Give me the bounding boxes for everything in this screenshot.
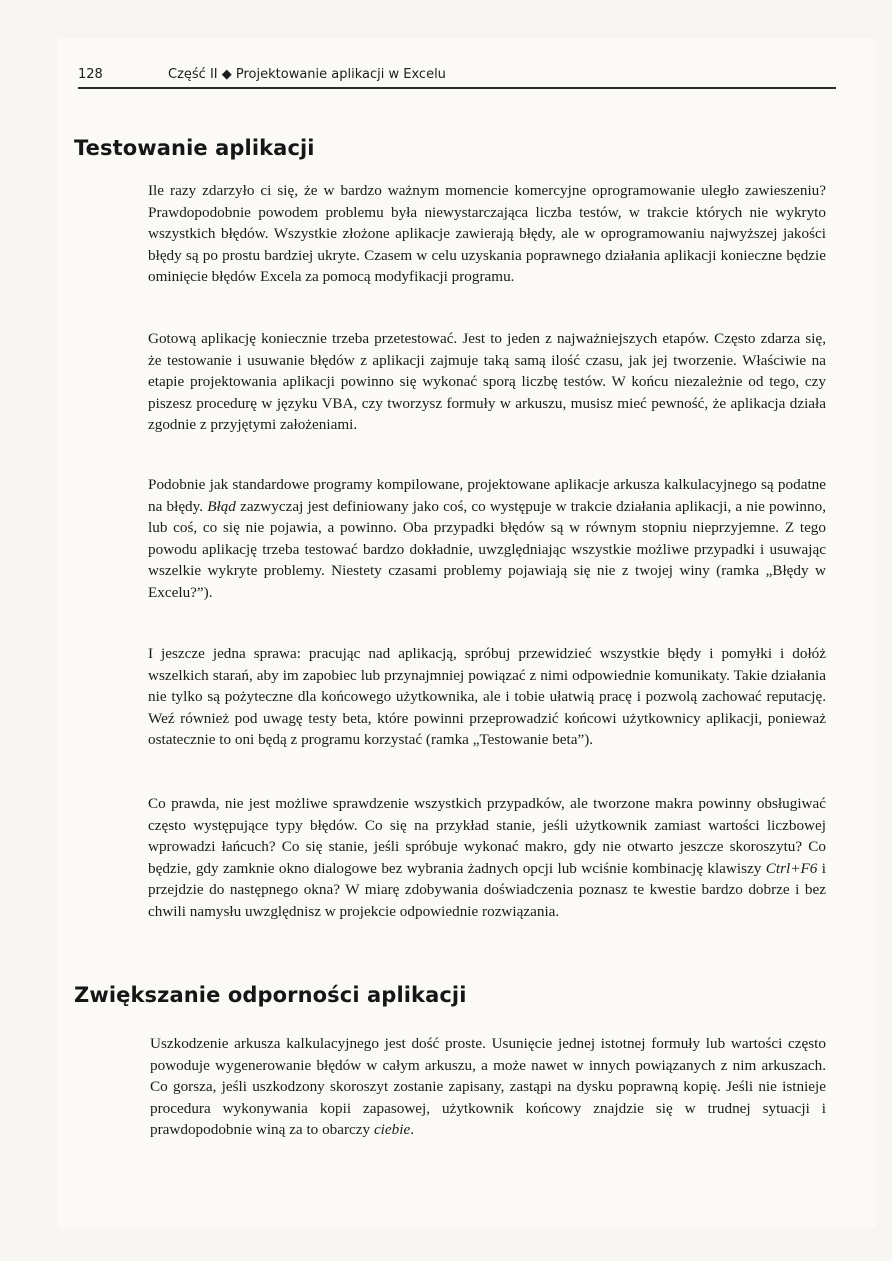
section-heading-testing: Testowanie aplikacji bbox=[74, 136, 315, 160]
section-heading-robustness: Zwiększanie odporności aplikacji bbox=[74, 983, 467, 1007]
paragraph-6 bbox=[150, 1033, 826, 1141]
paragraph-5-text-a: Co prawda, nie jest możliwe sprawdzenie wszystkich przypadków, ale tworzone makra powinny obsługiwać często występujące typy błędów. Co się na przykład stanie, jeśli użytkownik zamiast wartości liczbowej wprowadzi łańcuch? Co się stanie, jeśli spróbuje wykonać makro, gdy nie otwarto jeszcze skoroszytu? Co będzie, gdy zamknie okno dialogowe bez wybrania żadnych opcji lub wciśnie kombinację klawiszy bbox=[148, 795, 826, 877]
paragraph-6-text-b: . bbox=[410, 1121, 414, 1138]
paragraph-4: I jeszcze jedna sprawa: pracując nad aplikacją, spróbuj przewidzieć wszystkie błędy i pomyłki i dołóż wszelkich starań, aby im zapobiec lub przynajmniej powiązać z nimi odpowiednie komunikaty. Takie działania nie tylko są pożyteczne dla końcowego użytkownika, ale i tobie ułatwią pracę i pozwolą zachować reputację. Weź również pod uwagę testy beta, które powinni przeprowadzić końcowi użytkownicy aplikacji, ponieważ ostatecznie to oni będą z programu korzystać (ramka „Testowanie beta”). bbox=[148, 645, 826, 748]
running-title: Część II ◆ Projektowanie aplikacji w Excelu bbox=[168, 67, 446, 82]
paragraph-2: Gotową aplikację koniecznie trzeba przetestować. Jest to jeden z najważniejszych etapów. Często zdarza się, że testowanie i usuwanie błędów z aplikacji zajmuje taką samą ilość czasu, jak jej tworzenie. Właściwie na etapie projektowania aplikacji powinno się wykonać sporą liczbę testów. W końcu niezależnie od tego, czy piszesz procedurę w języku VBA, czy tworzysz formuły w arkuszu, musisz mieć pewność, że aplikacja działa zgodnie z przyjętymi założeniami. bbox=[148, 330, 826, 433]
running-header bbox=[78, 65, 836, 89]
page-number: 128 bbox=[78, 67, 103, 82]
paragraph-5-italic-shortcut: Ctrl+F6 bbox=[765, 859, 818, 877]
paragraph-6-italic-word: ciebie bbox=[373, 1121, 411, 1138]
paragraph-3-text-a: Podobnie jak standardowe programy kompilowane, projektowane aplikacje arkusza kalkulacyjnego są podatne na błędy. bbox=[148, 476, 826, 515]
paragraph-6-text-a: Uszkodzenie arkusza kalkulacyjnego jest dość proste. Usunięcie jednej istotnej formuły lub wartości często powoduje wygenerowanie błędów w całym arkuszu, a może nawet w innych powiązanych z nim arkuszach. Co gorsza, jeśli uszkodzony skoroszyt zostanie zapisany, zastąpi na dysku poprawną kopię. Jeśli nie istnieje procedura wykonywania kopii zapasowej, użytkownik końcowy znajdzie się w trudnej sytuacji i prawdopodobnie winą za to obarczy bbox=[150, 1035, 826, 1138]
paragraph-3 bbox=[148, 474, 826, 603]
book-page bbox=[58, 38, 876, 1228]
paragraph-1: Ile razy zdarzyło ci się, że w bardzo ważnym momencie komercyjne oprogramowanie uległo zawieszeniu? Prawdopodobnie powodem problemu była niewystarczająca liczba testów, w trakcie których nie wykryto wszystkich błędów. Wszystkie złożone aplikacje zawierają błędy, ale w oprogramowaniu najwyższej jakości błędy są po prostu bardziej ukryte. Czasem w celu uzyskania poprawnego działania aplikacji konieczne będzie ominięcie błędów Excela za pomocą modyfikacji programu. bbox=[148, 182, 826, 285]
paragraph-3-italic-term: Błąd bbox=[207, 497, 236, 515]
paragraph-3-text-b: zazwyczaj jest definiowany jako coś, co występuje w trakcie działania aplikacji, a nie powinno, lub coś, co się nie pojawia, a powinno. Oba przypadki błędów są w równym stopniu nieprzyjemne. Z tego powodu aplikację trzeba testować bardzo dokładnie, uwzględniając wszystkie możliwe przypadki i usuwając wszelkie wykryte problemy. Niestety czasami problemy pojawiają się nie z twojej winy (ramka „Błędy w Excelu?”). bbox=[148, 497, 826, 601]
paragraph-5 bbox=[148, 793, 826, 922]
paragraph-5-text-b: i przejdzie do następnego okna? W miarę zdobywania doświadczenia poznasz te kwestie bardzo dobrze i bez chwili namysłu uwzględnisz w projekcie odpowiednie rozwiązania. bbox=[148, 859, 826, 920]
